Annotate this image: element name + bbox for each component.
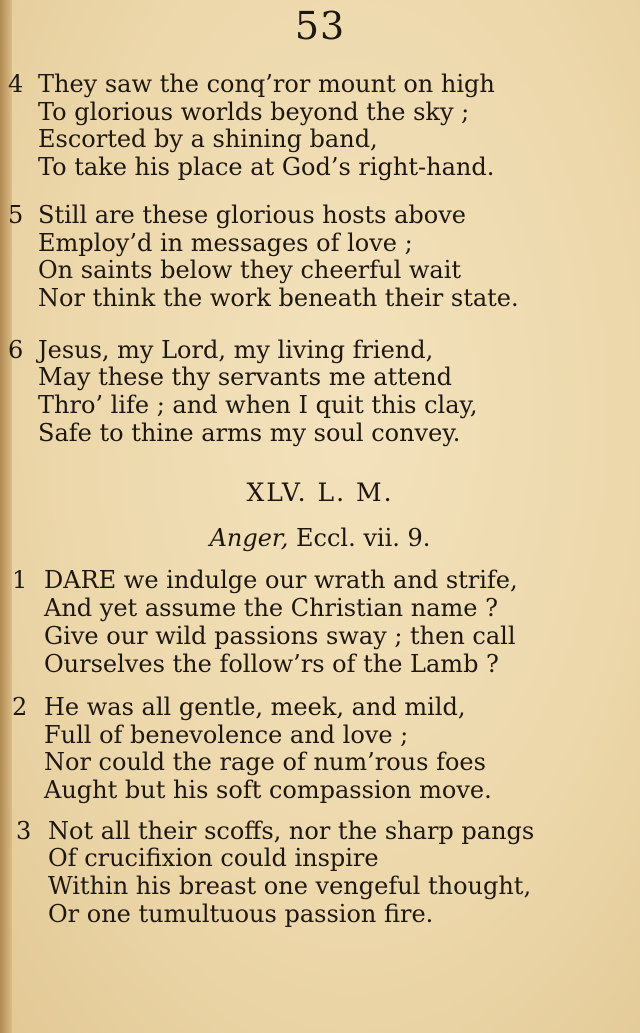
hymn-subtitle <box>0 524 640 552</box>
stanza-number: 4 <box>8 70 24 98</box>
stanza-number: 6 <box>8 336 24 364</box>
verse-line: Within his breast one vengeful thought, <box>48 872 532 900</box>
stanza-number: 5 <box>8 201 24 229</box>
verse-line: Of crucifixion could inspire <box>48 844 379 872</box>
stanza-number: 1 <box>12 566 28 594</box>
verse-line: Nor could the rage of num’rous foes <box>44 748 486 776</box>
verse-line: Nor think the work beneath their state. <box>38 284 519 312</box>
verse-line: To take his place at God’s right-hand. <box>38 153 495 181</box>
verse-line: They saw the conq’ror mount on high <box>38 70 495 98</box>
stanza-number: 3 <box>16 817 32 845</box>
verse-line: Ourselves the follow’rs of the Lamb ? <box>44 650 499 678</box>
verse-line: Aught but his soft compassion move. <box>44 776 492 804</box>
verse-line: May these thy servants me attend <box>38 363 452 391</box>
page-number: 53 <box>294 4 346 48</box>
page-gutter <box>0 0 12 1033</box>
verse-line: On saints below they cheerful wait <box>38 256 462 284</box>
verse-line: Or one tumultuous passion fire. <box>48 900 434 928</box>
verse-line: Safe to thine arms my soul convey. <box>38 419 461 447</box>
hymn-title: XLV. L. M. <box>246 478 394 507</box>
verse-line: Still are these glorious hosts above <box>38 201 466 229</box>
verse-line: Jesus, my Lord, my living friend, <box>38 336 434 364</box>
verse-line: To glorious worlds beyond the sky ; <box>38 98 470 126</box>
verse-line: Employ’d in messages of love ; <box>38 229 413 257</box>
hymn-subject: Anger, <box>209 524 289 552</box>
verse-line: Escorted by a shining band, <box>38 125 378 153</box>
verse-line: He was all gentle, meek, and mild, <box>44 693 466 721</box>
stanza-number: 2 <box>12 693 28 721</box>
verse-line: Give our wild passions sway ; then call <box>44 622 516 650</box>
verse-line: DARE we indulge our wrath and strife, <box>44 566 518 594</box>
scripture-reference: Eccl. vii. 9. <box>288 524 431 552</box>
verse-line: Thro’ life ; and when I quit this clay, <box>38 391 478 419</box>
verse-line: Full of benevolence and love ; <box>44 721 409 749</box>
verse-line: And yet assume the Christian name ? <box>44 594 498 622</box>
verse-line: Not all their scoffs, nor the sharp pangs <box>48 817 535 845</box>
